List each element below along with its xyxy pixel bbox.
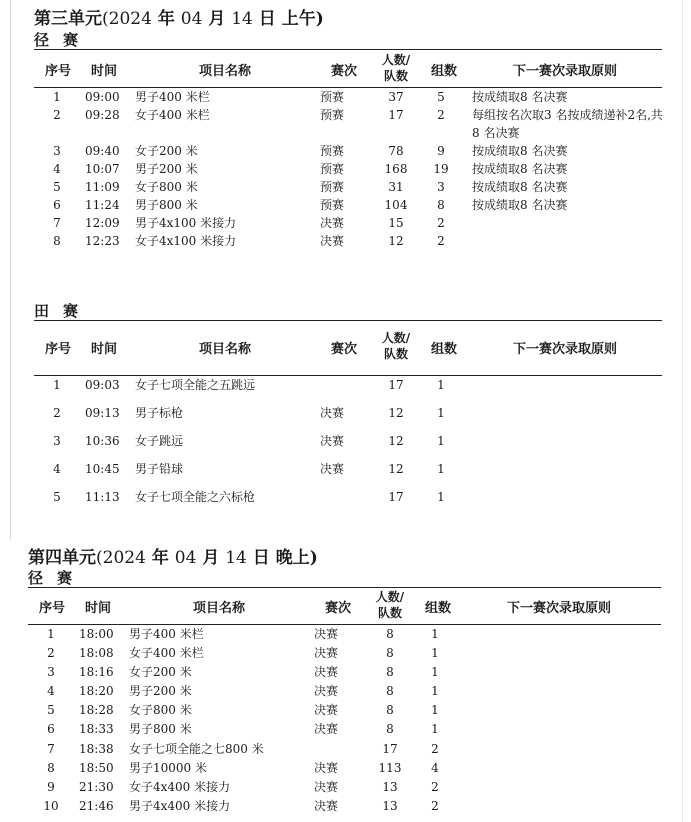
row-count: 31 [388, 180, 404, 194]
row-groups: 2 [431, 780, 439, 794]
header-count [374, 52, 418, 84]
row-count: 78 [388, 144, 404, 158]
unit4-track-title: 径赛 [28, 569, 87, 587]
row-round: 决赛 [314, 684, 339, 698]
row-count: 17 [382, 742, 398, 756]
row-time: 09:13 [85, 406, 120, 420]
header-rule: 下一赛次录取原则 [512, 64, 617, 79]
row-seq: 10 [43, 799, 59, 813]
unit3-year: (2024 [102, 9, 152, 29]
row-seq: 3 [53, 144, 61, 158]
row-seq: 3 [53, 434, 61, 448]
row-groups: 1 [431, 646, 439, 660]
row-event: 女子七项全能之五跳远 [135, 378, 256, 392]
row-time: 10:45 [85, 462, 120, 476]
row-seq: 6 [53, 198, 61, 212]
unit3-field-title: 田赛 [34, 302, 93, 320]
row-groups: 2 [437, 108, 445, 122]
row-groups: 2 [437, 234, 445, 248]
header-event: 项目名称 [192, 601, 245, 616]
row-time: 10:36 [85, 434, 120, 448]
row-rule: 按成绩取8 名决赛 [472, 90, 568, 104]
unit3-day-char: 日 [258, 9, 276, 29]
row-seq: 8 [47, 761, 55, 775]
row-event: 男子标枪 [135, 406, 184, 420]
row-round: 决赛 [320, 234, 345, 248]
row-time: 18:00 [79, 627, 114, 641]
unit3-title [34, 4, 324, 29]
row-count: 17 [388, 490, 404, 504]
row-seq: 2 [53, 406, 61, 420]
row-seq: 6 [47, 722, 55, 736]
row-round: 决赛 [314, 799, 339, 813]
unit3-month-char: 月 [208, 9, 226, 29]
row-time: 11:24 [85, 198, 120, 212]
row-count: 37 [388, 90, 404, 104]
row-time: 09:40 [85, 144, 120, 158]
row-groups: 1 [431, 703, 439, 717]
row-seq: 8 [53, 234, 61, 248]
row-round: 决赛 [314, 703, 339, 717]
row-event: 男子800 米 [129, 722, 192, 736]
row-groups: 1 [437, 462, 445, 476]
unit4-year-char: 年 [151, 548, 169, 568]
header-count [368, 589, 412, 621]
unit3-field-top-rule [34, 320, 662, 321]
row-event: 女子200 米 [129, 665, 192, 679]
header-count [374, 330, 418, 362]
row-time: 18:28 [79, 703, 114, 717]
unit3-session: 上午) [281, 9, 324, 29]
row-event: 男子400 米栏 [135, 90, 210, 104]
row-groups: 1 [431, 684, 439, 698]
row-count: 8 [386, 703, 394, 717]
row-seq: 1 [53, 90, 61, 104]
row-round: 决赛 [320, 406, 345, 420]
row-groups: 2 [437, 216, 445, 230]
header-seq: 序号 [44, 64, 71, 79]
row-groups: 19 [433, 162, 449, 176]
row-round: 预赛 [320, 198, 345, 212]
row-time: 18:20 [79, 684, 114, 698]
row-seq: 9 [47, 780, 55, 794]
row-groups: 1 [437, 434, 445, 448]
row-round: 预赛 [320, 108, 345, 122]
row-event: 男子4x100 米接力 [135, 216, 237, 230]
row-seq: 2 [53, 108, 61, 122]
row-rule: 按成绩取8 名决赛 [472, 180, 568, 194]
row-count: 12 [388, 406, 404, 420]
row-time: 21:46 [79, 799, 114, 813]
row-round: 预赛 [320, 162, 345, 176]
row-count: 8 [386, 665, 394, 679]
header-groups: 组数 [430, 64, 457, 79]
row-count: 17 [388, 108, 404, 122]
row-event: 男子4x400 米接力 [129, 799, 231, 813]
row-event: 女子400 米栏 [129, 646, 204, 660]
unit4-title [28, 543, 318, 568]
row-event: 男子400 米栏 [129, 627, 204, 641]
row-round: 决赛 [320, 216, 345, 230]
row-seq: 4 [47, 684, 55, 698]
header-count-line2: 队数 [383, 69, 408, 83]
row-groups: 4 [431, 761, 439, 775]
page-right-border [682, 0, 683, 822]
row-count: 104 [384, 198, 408, 212]
row-time: 09:03 [85, 378, 120, 392]
row-seq: 4 [53, 462, 61, 476]
row-time: 12:23 [85, 234, 120, 248]
row-time: 11:09 [85, 180, 120, 194]
unit3-track-top-rule [34, 49, 662, 50]
unit4-year: (2024 [96, 548, 146, 568]
row-rule: 每组按名次取3 名按成绩递补2名,共8 名决赛 [472, 108, 663, 140]
row-round: 决赛 [320, 434, 345, 448]
row-rule: 按成绩取8 名决赛 [472, 162, 568, 176]
row-count: 13 [382, 799, 398, 813]
row-time: 09:28 [85, 108, 120, 122]
row-time: 10:07 [85, 162, 120, 176]
row-round: 预赛 [320, 144, 345, 158]
row-time: 18:38 [79, 742, 114, 756]
row-seq: 4 [53, 162, 61, 176]
header-round: 赛次 [324, 601, 351, 616]
row-groups: 2 [431, 742, 439, 756]
header-count-line2: 队数 [383, 347, 408, 361]
row-round: 决赛 [314, 722, 339, 736]
row-count: 15 [388, 216, 404, 230]
row-count: 8 [386, 627, 394, 641]
row-round: 预赛 [320, 180, 345, 194]
row-event: 女子七项全能之六标枪 [135, 490, 256, 504]
header-round: 赛次 [330, 64, 357, 79]
row-round: 预赛 [320, 90, 345, 104]
header-count-line1: 人数/ [381, 331, 411, 345]
row-time: 18:50 [79, 761, 114, 775]
row-seq: 5 [53, 180, 61, 194]
row-groups: 3 [437, 180, 445, 194]
row-time: 18:33 [79, 722, 114, 736]
row-time: 09:00 [85, 90, 120, 104]
header-count-line1: 人数/ [375, 590, 405, 604]
unit4-session: 晚上) [275, 548, 318, 568]
row-time: 11:13 [85, 490, 120, 504]
header-count-line1: 人数/ [381, 53, 411, 67]
row-event: 女子4x100 米接力 [135, 234, 237, 248]
header-groups: 组数 [430, 342, 457, 357]
header-seq: 序号 [38, 601, 65, 616]
unit3-track-title: 径赛 [34, 31, 93, 49]
unit3-title-prefix: 第三单元 [34, 9, 102, 29]
row-event: 男子800 米 [135, 198, 198, 212]
unit3-year-char: 年 [157, 9, 175, 29]
row-time: 12:09 [85, 216, 120, 230]
row-count: 13 [382, 780, 398, 794]
row-rule: 按成绩取8 名决赛 [472, 198, 568, 212]
row-round: 决赛 [314, 780, 339, 794]
row-groups: 1 [431, 627, 439, 641]
row-seq: 1 [53, 378, 61, 392]
row-event: 女子800 米 [129, 703, 192, 717]
row-groups: 5 [437, 90, 445, 104]
page-left-border [10, 0, 11, 540]
header-time: 时间 [90, 342, 117, 357]
header-round: 赛次 [330, 342, 357, 357]
row-groups: 2 [431, 799, 439, 813]
row-rule: 按成绩取8 名决赛 [472, 144, 568, 158]
row-groups: 8 [437, 198, 445, 212]
unit4-month: 04 [174, 548, 197, 568]
row-round: 决赛 [314, 761, 339, 775]
row-time: 21:30 [79, 780, 114, 794]
row-count: 113 [378, 761, 402, 775]
row-groups: 1 [437, 378, 445, 392]
row-time: 18:16 [79, 665, 114, 679]
row-count: 8 [386, 722, 394, 736]
row-event: 女子4x400 米接力 [129, 780, 231, 794]
header-event: 项目名称 [198, 64, 251, 79]
row-groups: 9 [437, 144, 445, 158]
row-seq: 7 [53, 216, 61, 230]
unit4-track-top-rule [28, 587, 661, 588]
row-time: 18:08 [79, 646, 114, 660]
row-seq: 2 [47, 646, 55, 660]
unit3-day: 14 [231, 9, 253, 29]
row-event: 女子200 米 [135, 144, 198, 158]
header-time: 时间 [84, 601, 111, 616]
unit4-day: 14 [225, 548, 247, 568]
row-count: 168 [384, 162, 408, 176]
row-seq: 5 [53, 490, 61, 504]
row-event: 女子跳远 [135, 434, 184, 448]
row-event: 女子400 米栏 [135, 108, 210, 122]
unit4-day-char: 日 [252, 548, 270, 568]
row-seq: 5 [47, 703, 55, 717]
row-event: 男子10000 米 [129, 761, 207, 775]
row-round: 决赛 [314, 665, 339, 679]
row-event: 男子200 米 [129, 684, 192, 698]
row-count: 8 [386, 684, 394, 698]
row-groups: 1 [431, 722, 439, 736]
row-seq: 3 [47, 665, 55, 679]
row-count: 12 [388, 434, 404, 448]
row-count: 17 [388, 378, 404, 392]
row-groups: 1 [437, 406, 445, 420]
header-groups: 组数 [424, 601, 451, 616]
row-seq: 7 [47, 742, 55, 756]
header-count-line2: 队数 [377, 606, 402, 620]
row-round: 决赛 [314, 646, 339, 660]
row-count: 12 [388, 462, 404, 476]
header-event: 项目名称 [198, 342, 251, 357]
unit4-month-char: 月 [202, 548, 220, 568]
row-event: 男子铅球 [135, 462, 184, 476]
row-round: 决赛 [320, 462, 345, 476]
row-event: 女子800 米 [135, 180, 198, 194]
header-rule: 下一赛次录取原则 [506, 601, 611, 616]
row-count: 12 [388, 234, 404, 248]
row-groups: 1 [437, 490, 445, 504]
row-seq: 1 [47, 627, 55, 641]
row-groups: 1 [431, 665, 439, 679]
header-seq: 序号 [44, 342, 71, 357]
unit4-title-prefix: 第四单元 [28, 548, 96, 568]
header-time: 时间 [90, 64, 117, 79]
unit3-month: 04 [180, 9, 203, 29]
row-event: 男子200 米 [135, 162, 198, 176]
row-count: 8 [386, 646, 394, 660]
row-round: 决赛 [314, 627, 339, 641]
row-event: 女子七项全能之七800 米 [129, 742, 264, 756]
header-rule: 下一赛次录取原则 [512, 342, 617, 357]
